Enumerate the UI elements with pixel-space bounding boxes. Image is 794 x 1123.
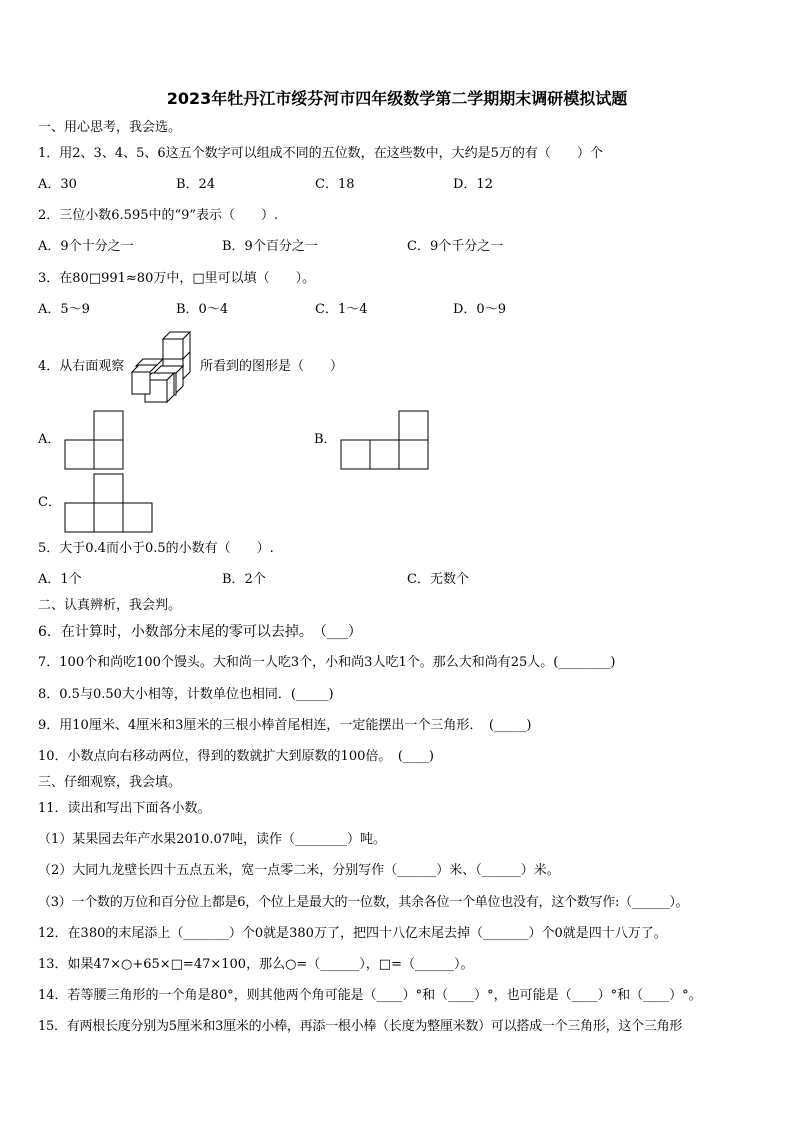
section-3-heading: 三、仔细观察，我会填。 <box>38 775 182 790</box>
q4-option-c[interactable]: C． <box>38 495 61 510</box>
question-4-part-a: 4．从右面观察 <box>38 359 125 374</box>
q3-option-b[interactable]: B．0～4 <box>176 302 229 317</box>
question-11-part-2: （2）大同九龙壁长四十五点五米，宽一点零二米，分别写作（______）米、（______）米。 <box>38 863 560 878</box>
question-14: 14．若等腰三角形的一个角是80°，则其他两个角可能是（____）°和（____）°，也可能是（____）°和（____）°。 <box>38 988 702 1003</box>
question-5: 5．大于0.4而小于0.5的小数有（ ）. <box>38 541 274 556</box>
cube-face <box>132 372 150 394</box>
question-12: 12．在380的末尾添上（_______）个0就是380万了，把四十八亿末尾去掉（_______）个0就是四十八万了。 <box>38 926 667 941</box>
question-6: 6．在计算时，小数部分末尾的零可以去掉。 （___） <box>38 624 362 640</box>
q1-option-d[interactable]: D．12 <box>453 177 493 192</box>
q5-option-b[interactable]: B．2个 <box>222 572 266 587</box>
q5-option-a[interactable]: A．1个 <box>38 572 82 587</box>
q3-option-a[interactable]: A．5～9 <box>38 302 90 317</box>
question-7: 7．100个和尚吃100个馒头。大和尚一人吃3个，小和尚3人吃1个。那么大和尚有25人。(________) <box>38 655 616 670</box>
page-title: 2023年牡丹江市绥芬河市四年级数学第二学期期末调研模拟试题 <box>166 89 628 108</box>
option-b-figure <box>340 410 429 470</box>
q1-option-a[interactable]: A．30 <box>38 177 77 192</box>
option-c-figure <box>64 473 153 533</box>
question-9: 9．用10厘米、4厘米和3厘米的三根小棒首尾相连，一定能摆出一个三角形． (_____) <box>38 718 532 733</box>
question-11-part-3: （3）一个数的万位和百分位上都是6，个位上是最大的一位数，其余各位一个单位也没有，这个数写作:（______）。 <box>38 895 689 910</box>
q1-option-b[interactable]: B．24 <box>176 177 216 192</box>
question-4-part-b: 所看到的图形是（ ） <box>200 359 344 374</box>
question-2: 2．三位小数6.595中的“9”表示（ ）. <box>38 208 279 223</box>
q2-option-b[interactable]: B．9个百分之一 <box>222 239 318 254</box>
cube-face <box>163 339 183 359</box>
section-1-heading: 一、用心思考，我会选。 <box>38 120 182 135</box>
q2-option-a[interactable]: A．9个十分之一 <box>38 239 134 254</box>
question-1: 1．用2、3、4、5、6这五个数字可以组成不同的五位数，在这些数中，大约是5万的有（ ）个 <box>38 146 603 161</box>
option-a-figure <box>64 410 124 470</box>
q4-option-b[interactable]: B． <box>314 432 337 447</box>
question-3: 3．在80□991≈80万中，□里可以填（ ）。 <box>38 271 316 286</box>
question-11-part-1: （1）某果园去年产水果2010.07吨，读作（________）吨。 <box>38 832 387 847</box>
question-10: 10．小数点向右移动两位，得到的数就扩大到原数的100倍。 (____) <box>38 749 434 764</box>
section-2-heading: 二、认真辨析，我会判。 <box>38 598 182 613</box>
question-13: 13．如果47×○+65×□=47×100，那么○=（______），□=（______）。 <box>38 957 474 972</box>
q3-option-d[interactable]: D．0～9 <box>453 302 506 317</box>
question-11: 11．读出和写出下面各小数。 <box>38 801 211 816</box>
q4-option-a[interactable]: A． <box>38 432 61 447</box>
question-15: 15．有两根长度分别为5厘米和3厘米的小棒，再添一根小棒（长度为整厘米数）可以搭成一个三角形，这个三角形 <box>38 1019 683 1034</box>
q2-option-c[interactable]: C．9个千分之一 <box>407 239 504 254</box>
question-8: 8．0.5与0.50大小相等，计数单位也相同．(_____) <box>38 687 334 702</box>
q3-option-c[interactable]: C．1～4 <box>315 302 368 317</box>
cube-stack-figure <box>128 330 200 406</box>
q5-option-c[interactable]: C．无数个 <box>407 572 469 587</box>
q1-option-c[interactable]: C．18 <box>315 177 355 192</box>
